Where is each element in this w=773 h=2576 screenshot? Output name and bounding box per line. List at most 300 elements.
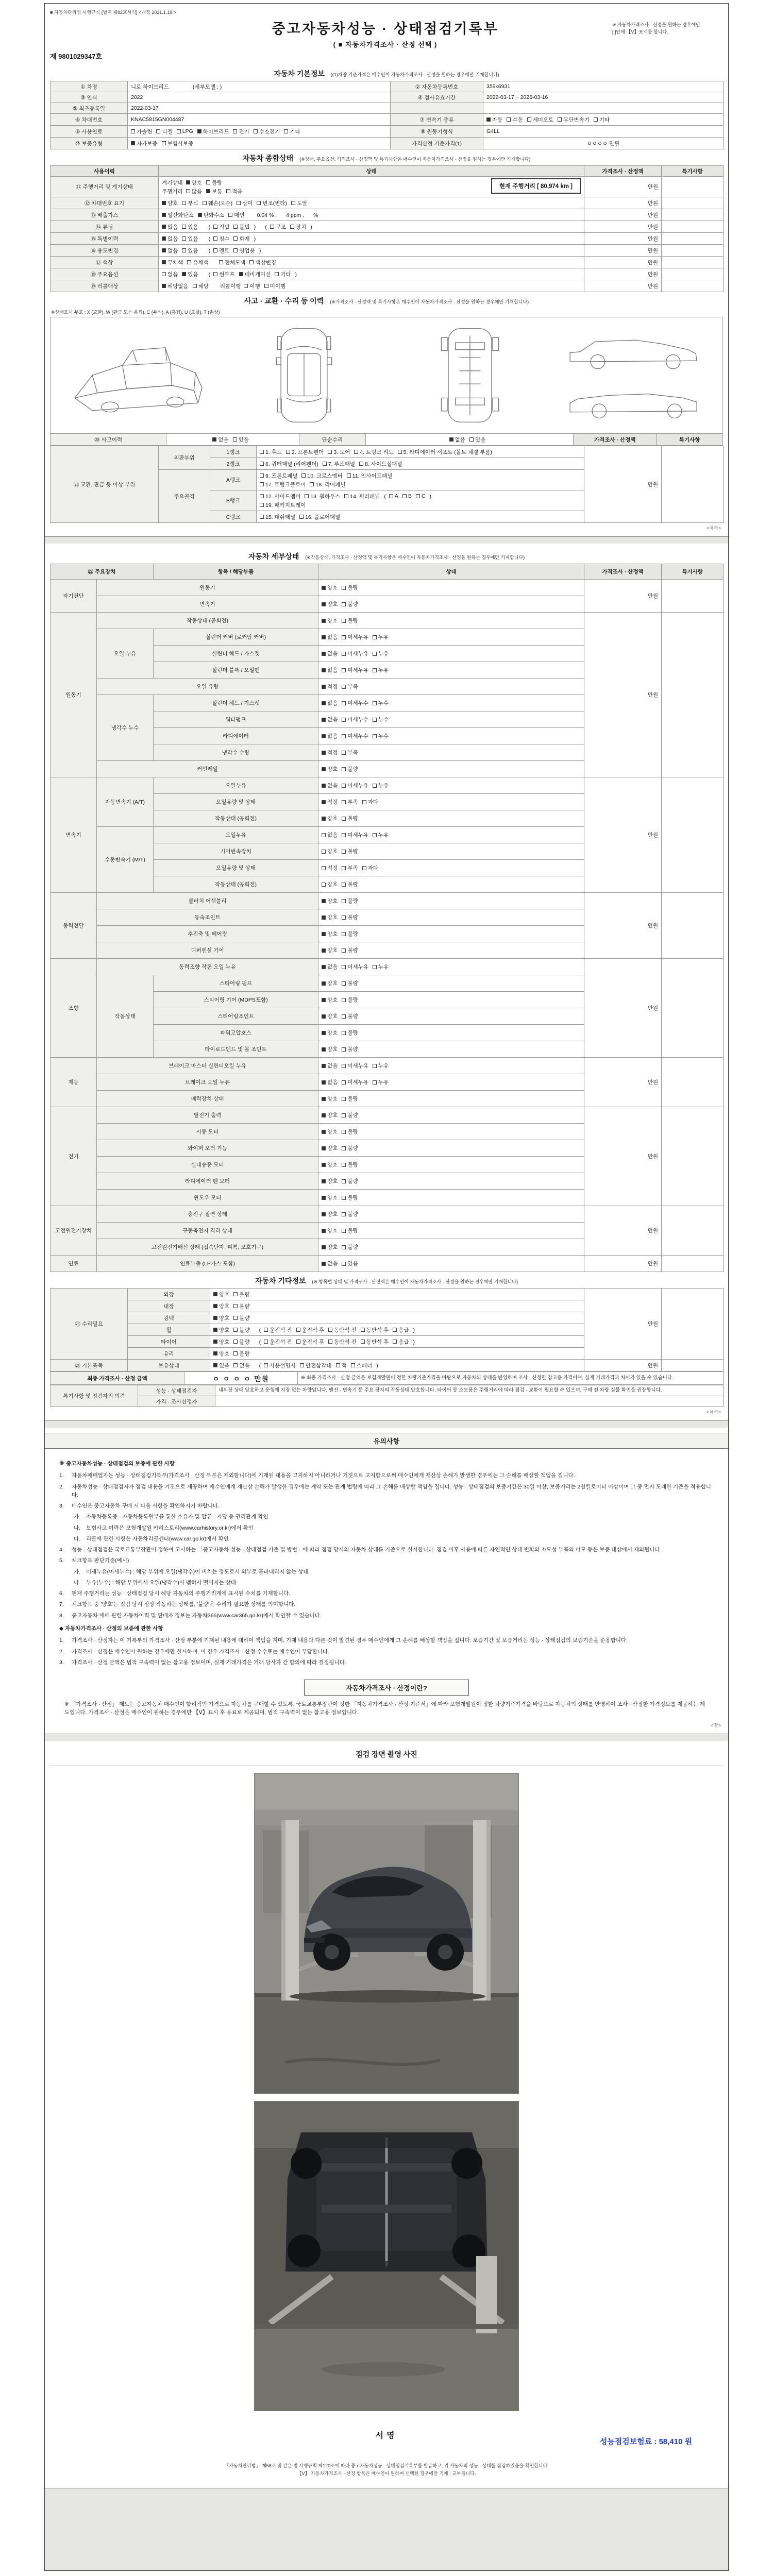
checkbox-불량[interactable] [342,848,358,855]
checkbox-box [213,1340,217,1344]
checkbox-없음[interactable] [233,1362,249,1369]
checkbox-box [373,1064,377,1068]
checkbox-보통[interactable] [206,188,222,195]
checkbox-box [197,129,201,133]
checkbox-1. 후드[interactable] [260,448,282,456]
checkbox-양호[interactable] [322,1128,338,1136]
value-cell [318,827,584,843]
checkbox-양호[interactable] [322,979,338,987]
inspector-opinion-table-host [50,1385,723,1407]
checkbox-label: 양호 [327,1228,338,1234]
checkbox-적정[interactable] [322,683,338,690]
checkbox-불량[interactable] [233,1338,249,1346]
checkbox-적법[interactable] [213,223,229,231]
checkbox-없음[interactable] [322,650,338,657]
checkbox-영업용[interactable] [233,247,255,255]
checkbox-box [233,1363,238,1367]
checkbox-box [342,734,346,738]
checkbox-불량[interactable] [342,1227,358,1234]
checkbox-동반석 전[interactable] [328,1326,357,1334]
checkbox-12. 사이드멤버[interactable] [260,493,300,500]
checkbox-label: 보험사보증 [167,140,194,147]
checkbox-도말[interactable] [291,199,307,207]
checkbox-label: 양호 [327,585,338,591]
checkbox-불량[interactable] [342,1111,358,1119]
checkbox-양호[interactable] [322,880,338,888]
checkbox-양호[interactable] [322,1210,338,1218]
checkbox-없음[interactable] [449,436,465,444]
checkbox-17. 트렁크플로어[interactable] [260,481,306,488]
checkbox-있음[interactable] [182,235,198,243]
label-cell: ⑲ 리콜대상 [51,280,159,292]
checkbox-box [322,1196,326,1200]
checkbox-없음[interactable] [322,1078,338,1086]
checkbox-세미오토[interactable] [527,116,554,124]
notice-number: 2. [59,1483,64,1490]
checkbox-없음[interactable] [162,270,178,278]
checkbox-양호[interactable] [322,617,338,624]
checkbox-많음[interactable] [186,188,202,195]
checkbox-있음[interactable] [342,1260,358,1267]
checkbox-10. 크로스멤버[interactable] [301,472,342,480]
checkbox-미세누유[interactable] [342,782,368,789]
checkbox-불량[interactable] [342,1095,358,1103]
value-cell [318,777,584,794]
label-cell: 등속조인트 [97,909,318,926]
notice-text: 자동차성능 · 상태점검자가 점검 내용을 거짓으로 제공하여 매수인에게 재산상 손해가 발생한 경우에는 계약 또는 관계 법령에 따라 그 손해를 배상할 책임을 집니다. 성능 · 상태점검의 보증기간은 30일 이상, 보증거리는 2천킬로미터 이상이며 그 중 먼저 도래한 기준을 적용합니다. [72,1483,711,1498]
checkbox-16. 플로어패널[interactable] [299,513,340,521]
checkbox-있음[interactable] [233,436,249,444]
cell-text: ) [429,494,432,500]
checkbox-스패너[interactable] [351,1362,372,1369]
checkbox-불량[interactable] [342,815,358,822]
checkbox-미이행[interactable] [264,282,285,290]
checkbox-동반석 후[interactable] [361,1326,389,1334]
header-note [612,18,723,36]
checkbox-운전석 전[interactable] [264,1326,292,1334]
checkbox-불량[interactable] [342,1144,358,1152]
price-amount-cell: 만원 [584,1289,662,1360]
checkbox-box [213,1363,217,1367]
checkbox-box [342,1080,346,1084]
checkbox-누수[interactable] [373,716,389,723]
checkbox-box [228,213,232,217]
checkbox-부족[interactable] [342,798,358,806]
checkbox-양호[interactable] [322,600,338,608]
checkbox-없음[interactable] [322,1260,338,1267]
checkbox-누유[interactable] [373,1078,389,1086]
checkbox-부족[interactable] [342,864,358,872]
label-cell: ⑥ 차대번호 [51,114,128,126]
checkbox-누유[interactable] [373,782,389,789]
checkbox-미세누유[interactable] [342,831,368,839]
checkbox-label: 가솔린 [137,128,153,135]
checkbox-장치[interactable] [290,223,306,231]
checkbox-운전석 후[interactable] [296,1338,325,1346]
value-cell [210,1324,584,1336]
checkbox-box [342,1014,346,1019]
checkbox-불량[interactable] [342,1243,358,1251]
value-cell [662,197,724,209]
checkbox-양호[interactable] [322,1029,338,1037]
checkbox-수소전기[interactable] [254,128,280,135]
checkbox-양호[interactable] [213,1302,229,1310]
checkbox-미세누유[interactable] [342,1062,368,1070]
checkbox-불량[interactable] [342,1029,358,1037]
value-cell: ㅇㅇㅇㅇ 만원 [483,138,724,149]
checkbox-과다[interactable] [362,798,378,806]
value-cell [483,103,724,114]
checkbox-label: 불량 [347,601,358,607]
checkbox-해당[interactable] [193,282,209,290]
checkbox-양호[interactable] [322,1111,338,1119]
checkbox-없음[interactable] [162,223,178,231]
checkbox-썬루프[interactable] [213,270,234,278]
checkbox-label: 누유 [378,651,389,657]
checkbox-label: 부식 [188,200,198,207]
checkbox-누수[interactable] [373,699,389,707]
cell-text: ) [310,224,312,230]
checkbox-불량[interactable] [342,584,358,591]
checkbox-없음[interactable] [322,716,338,723]
checkbox-box [233,437,237,442]
checkbox-불법[interactable] [233,223,249,231]
checkbox-미세누유[interactable] [342,650,368,657]
checkbox-해당없음[interactable] [162,282,189,290]
section-title-basic [50,65,723,81]
checkbox-label: 불량 [239,1338,250,1345]
accident-history-table-host [50,433,723,446]
checkbox-불량[interactable] [342,1161,358,1168]
checkbox-불량[interactable] [342,930,358,938]
checkbox-색상변경[interactable] [249,259,276,266]
checkbox-없음[interactable] [162,247,178,255]
checkbox-구조[interactable] [270,223,286,231]
checkbox-양호[interactable] [322,1243,338,1251]
checkbox-가솔린[interactable] [131,128,152,135]
checkbox-없음[interactable] [322,666,338,674]
checkbox-양호[interactable] [322,1045,338,1053]
checkbox-없음[interactable] [322,1062,338,1070]
checkbox-없음[interactable] [322,633,338,641]
notice-text: 자동차등록증 · 자동차등록원부를 통한 소유자 및 압류 · 저당 등 권리관계 확인 [86,1514,268,1520]
checkbox-미세누유[interactable] [342,963,368,971]
checkbox-기타[interactable] [275,270,291,278]
checkbox-label: 양호 [327,1195,338,1201]
checkbox-양호[interactable] [322,1177,338,1185]
checkbox-box [594,117,598,122]
checkbox-누유[interactable] [373,1062,389,1070]
checkbox-불량[interactable] [233,1314,249,1322]
checkbox-불량[interactable] [342,765,358,773]
checkbox-미세누유[interactable] [342,633,368,641]
signature-field[interactable] [376,2441,398,2454]
checkbox-label: 불량 [347,898,358,904]
checkbox-15. 대쉬패널[interactable] [260,513,295,521]
value-cell [318,860,584,876]
checkbox-label: 해당없음 [167,283,189,290]
checkbox-응급[interactable] [393,1338,409,1346]
price-amount-cell: 만원 [584,446,662,523]
value-cell [159,197,584,209]
checkbox-7. 루프패널[interactable] [323,460,355,468]
notice-heading [59,1624,714,1633]
checkbox-11. 인사이드패널[interactable] [347,472,393,480]
checkbox-box [342,883,346,887]
checkbox-양호[interactable] [322,996,338,1004]
checkbox-부족[interactable] [342,749,358,756]
continue-mark-2: <계속> [707,1410,721,1415]
checkbox-box [359,462,363,466]
checkbox-훼손(오손)[interactable] [203,199,233,207]
checkbox-불량[interactable] [342,897,358,905]
checkbox-불량[interactable] [233,1302,249,1310]
checkbox-동반석 후[interactable] [361,1338,389,1346]
label-cell: 성능 · 상태점검자 [138,1385,215,1396]
checkbox-3. 도어[interactable] [328,448,350,456]
checkbox-6. 쿼터패널 (리어펜더)[interactable] [260,460,318,468]
checkbox-자가보증[interactable] [131,140,158,147]
checkbox-A[interactable] [389,493,398,499]
checkbox-없음[interactable] [212,436,228,444]
checkbox-불량[interactable] [342,1210,358,1218]
cell-text: ) [254,236,256,242]
checkbox-있음[interactable] [182,223,198,231]
header-cell: 상태 [318,564,584,580]
checkbox-누유[interactable] [373,666,389,674]
checkbox-있음[interactable] [469,436,485,444]
checkbox-label: 4. 트렁크 리드 [360,449,394,455]
checkbox-2. 프론트펜더[interactable] [286,448,324,456]
checkbox-기타[interactable] [284,128,300,135]
checkbox-상이[interactable] [237,199,253,207]
checkbox-양호[interactable] [322,815,338,822]
checkbox-5. 라디에이터 서포트 (볼트 체결 부품)[interactable] [398,448,492,456]
checkbox-미세누유[interactable] [342,1078,368,1086]
checkbox-양호[interactable] [162,199,178,207]
checkbox-불량[interactable] [342,1045,358,1053]
checkbox-양호[interactable] [322,1161,338,1168]
checkbox-box [342,751,346,755]
checkbox-이행[interactable] [244,282,260,290]
label-cell: 워터펌프 [154,711,318,728]
checkbox-B[interactable] [402,493,412,499]
checkbox-양호[interactable] [322,946,338,954]
value-cell [210,1360,584,1371]
checkbox-운전석 전[interactable] [264,1338,292,1346]
notice-text: ◆ 자동차가격조사 · 산정의 보증에 관한 사항 [59,1625,163,1632]
checkbox-있음[interactable] [182,270,198,278]
label-cell: ⑳ 사고이력 [51,434,166,446]
checkbox-불량[interactable] [342,946,358,954]
notice-item [59,1471,714,1480]
checkbox-네비게이션[interactable] [239,270,271,278]
label-cell: ⑱ 주요옵션 [51,268,159,280]
checkbox-누유[interactable] [373,650,389,657]
checkbox-C[interactable] [416,493,426,499]
checkbox-하이브리드[interactable] [197,128,229,135]
checkbox-변조(변타)[interactable] [257,199,287,207]
checkbox-양호[interactable] [322,765,338,773]
checkbox-불량[interactable] [342,1177,358,1185]
checkbox-box [131,129,135,133]
checkbox-양호[interactable] [322,1012,338,1020]
checkbox-적정[interactable] [322,798,338,806]
checkbox-불량[interactable] [342,979,358,987]
checkbox-불량[interactable] [342,1194,358,1201]
checkbox-box [351,1363,355,1367]
checkbox-디젤[interactable] [156,128,172,135]
checkbox-누유[interactable] [373,831,389,839]
checkbox-불량[interactable] [233,1326,249,1334]
checkbox-양호[interactable] [213,1326,229,1334]
checkbox-응급[interactable] [393,1326,409,1334]
value-cell [318,728,584,744]
checkbox-안전삼각대[interactable] [300,1362,332,1369]
checkbox-적정[interactable] [322,749,338,756]
checkbox-불량[interactable] [342,913,358,921]
checkbox-동반석 전[interactable] [328,1338,357,1346]
checkbox-양호[interactable] [213,1314,229,1322]
checkbox-LPG[interactable] [177,128,193,134]
checkbox-적음[interactable] [226,188,242,195]
checkbox-box [323,462,327,466]
cell-text: 0.04 % , [257,212,277,218]
checkbox-불량[interactable] [206,179,222,187]
checkbox-8. 사이드실패널[interactable] [359,460,402,468]
label-cell: ⑧ 사용연료 [51,126,128,138]
checkbox-매연[interactable] [228,211,244,219]
checkbox-유채색[interactable] [187,259,208,266]
checkbox-기타[interactable] [594,116,610,124]
notice-text: 현재 주행거리는 성능 · 상태점검 당시 해당 자동차의 주행거리계에 표시된 수치를 기재합니다. [72,1590,290,1597]
checkbox-있음[interactable] [182,247,198,255]
label-cell: 작동상태 [97,975,154,1058]
report-header [50,18,723,49]
value-cell [318,596,584,613]
checkbox-4. 트렁크 리드[interactable] [354,448,393,456]
checkbox-없음[interactable] [162,235,178,243]
checkbox-미세누수[interactable] [342,699,368,707]
checkbox-양호[interactable] [322,897,338,905]
checkbox-box [342,965,346,969]
checkbox-양호[interactable] [322,848,338,855]
checkbox-box [260,450,264,454]
checkbox-전기[interactable] [233,128,249,135]
checkbox-누수[interactable] [373,732,389,740]
checkbox-불량[interactable] [342,600,358,608]
checkbox-label: 양호 [219,1350,230,1357]
header-cell: 특기사항 [662,166,724,177]
value-cell [257,458,584,470]
checkbox-없음[interactable] [322,831,338,839]
checkbox-없음[interactable] [322,732,338,740]
checkbox-무채색[interactable] [162,259,183,266]
value-cell: 내외장 상태 양호하고 운행에 지장 없는 차량입니다. 엔진 · 변속기 등 주요 장치의 작동상태 양호합니다. 타이어 등 소모품은 주행거리에 따라 점검 · 교환이 필요할 수 있으며, 구매 전 차량 실물 확인을 권장합니다. [215,1385,724,1396]
checkbox-누유[interactable] [373,963,389,971]
checkbox-침수[interactable] [213,235,229,243]
checkbox-있음[interactable] [213,1362,229,1369]
checkbox-14. 필러패널[interactable] [344,493,380,500]
checkbox-양호[interactable] [322,1227,338,1234]
checkbox-탄화수소[interactable] [198,211,225,219]
checkbox-19. 패키지트레이[interactable] [260,501,306,509]
checkbox-box [342,619,346,623]
checkbox-렌트[interactable] [213,247,229,255]
checkbox-미세누유[interactable] [342,666,368,674]
checkbox-운전석 후[interactable] [296,1326,325,1334]
checkbox-수동[interactable] [507,116,523,124]
checkbox-일산화탄소[interactable] [162,211,194,219]
detail-note: (※작동상태, 가격조사 · 산정액 및 특기사항은 매수인이 자동차가격조사 · 산정을 원하는 경우에만 기재합니다) [305,555,525,560]
checkbox-불량[interactable] [342,617,358,624]
checkbox-양호[interactable] [322,1095,338,1103]
checkbox-누유[interactable] [373,633,389,641]
label-cell [391,103,483,114]
checkbox-label: 불량 [347,1228,358,1234]
block-notices [45,1428,728,1734]
checkbox-미세누수[interactable] [342,716,368,723]
checkbox-자동[interactable] [486,116,502,124]
price-survey-option[interactable]: ( ■ 자동차가격조사 · 산정 선택 ) [333,41,438,48]
checkbox-없음[interactable] [322,963,338,971]
detail-state-table-host [50,564,723,1272]
checkbox-box [322,1229,326,1233]
label-cell: 냉각수 수량 [154,744,318,761]
checkbox-사용설명서[interactable] [264,1362,296,1369]
checkbox-과다[interactable] [362,864,378,872]
checkbox-양호[interactable] [213,1350,229,1358]
checkbox-label: 17. 트렁크플로어 [265,481,306,488]
notice-item [59,1579,714,1587]
checkbox-양호[interactable] [322,913,338,921]
checkbox-불량[interactable] [342,880,358,888]
checkbox-미세누수[interactable] [342,732,368,740]
checkbox-label: 미세누유 [347,634,368,640]
checkbox-불량[interactable] [233,1291,249,1298]
checkbox-불량[interactable] [342,1012,358,1020]
checkbox-없음[interactable] [322,782,338,789]
checkbox-13. 휠하우스[interactable] [305,493,340,500]
checkbox-양호[interactable] [213,1338,229,1346]
checkbox-불량[interactable] [342,996,358,1004]
checkbox-양호[interactable] [186,179,202,187]
checkbox-9. 프론트패널[interactable] [260,472,297,480]
table-price [50,1371,724,1385]
checkbox-부족[interactable] [342,683,358,690]
checkbox-양호[interactable] [322,1144,338,1152]
checkbox-box [342,1262,346,1266]
checkbox-양호[interactable] [322,1194,338,1201]
checkbox-불량[interactable] [342,1128,358,1136]
checkbox-양호[interactable] [322,930,338,938]
inspection-photo-underbody [254,2101,519,2411]
checkbox-부식[interactable] [182,199,198,207]
value-cell [210,1289,584,1300]
checkbox-전체도색[interactable] [219,259,246,266]
checkbox-box [322,1097,326,1101]
checkbox-화재[interactable] [233,235,249,243]
checkbox-잭[interactable] [336,1362,347,1369]
checkbox-적정[interactable] [322,864,338,872]
checkbox-무단변속기[interactable] [558,116,590,124]
checkbox-보험사보증[interactable] [162,140,194,147]
checkbox-없음[interactable] [322,699,338,707]
checkbox-불량[interactable] [233,1350,249,1358]
checkbox-양호[interactable] [322,584,338,591]
checkbox-18. 리어패널[interactable] [310,481,345,488]
checkbox-양호[interactable] [213,1291,229,1298]
